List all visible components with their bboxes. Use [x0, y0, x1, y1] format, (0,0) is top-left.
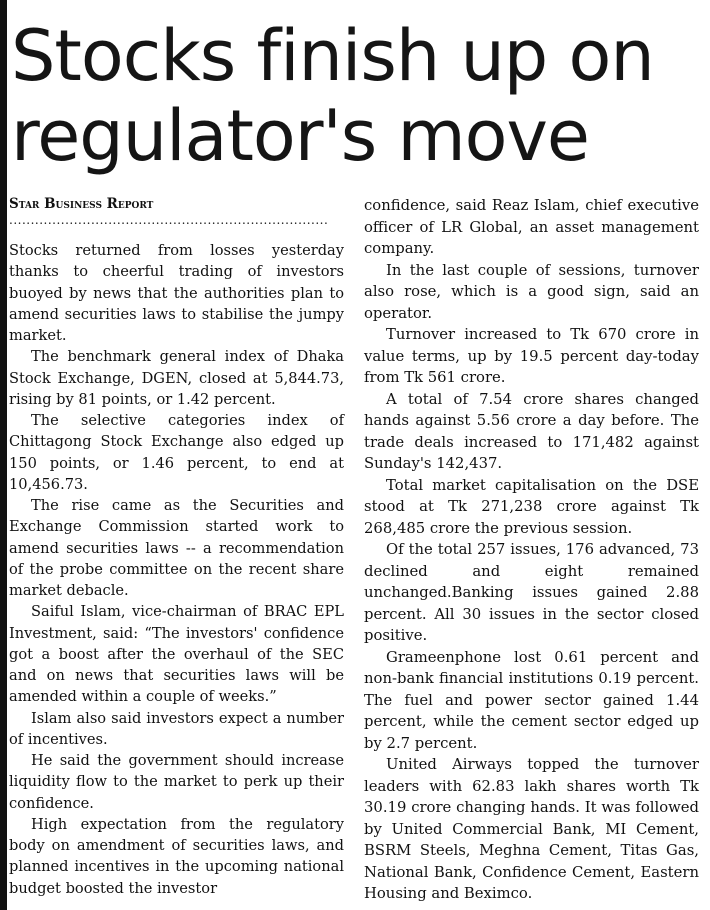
paragraph: A total of 7.54 crore shares changed hands against 5.56 crore a day before. The trade deals increased to 171,482 against Sunday's 142,437.: [364, 390, 699, 472]
paragraph: United Airways topped the turnover leaders with 62.83 lakh shares worth Tk 30.19 crore changing hands. It was followed by United Commercial Bank, MI Cement, BSRM Steels, Meghna Cement, Titas Gas, National Bank, Confidence Cement, Eastern Housing and Beximco.: [364, 756, 699, 902]
headline: Stocks finish up on regulator's move: [11, 15, 654, 177]
paragraph: Islam also said investors expect a number of incentives.: [9, 709, 344, 748]
paragraph: Of the total 257 issues, 176 advanced, 73 declined and eight remained unchanged.Banking issues gained 2.88 percent. All 30 issues in the sector closed positive.: [364, 541, 699, 644]
byline: Star Business Report: [9, 196, 154, 212]
paragraph: Grameenphone lost 0.61 percent and non-bank financial institutions 0.19 percent. The fuel and power sector gained 1.44 percent, while the cement sector edged up by 2.7 percent.: [364, 648, 699, 752]
paragraph: confidence, said Reaz Islam, chief executive officer of LR Global, an asset management company.: [364, 197, 699, 257]
paragraph: The rise came as the Securities and Exchange Commission started work to amend securities laws -- a recommendation of the probe committee on the recent share market debacle.: [9, 497, 344, 599]
paragraph: Turnover increased to Tk 670 crore in value terms, up by 19.5 percent day-today from Tk 561 crore.: [364, 326, 699, 386]
paragraph: Stocks returned from losses yesterday thanks to cheerful trading of investors buoyed by news that the authorities plan to amend securities laws to stabilise the jumpy market.: [9, 242, 344, 344]
byline-separator: ..........................................................................: [9, 213, 329, 227]
article-column-left: [9, 240, 344, 899]
paragraph: Saiful Islam, vice-chairman of BRAC EPL Investment, said: “The investors' confidence got a boost after the overhaul of the SEC and on news that securities laws will be amended within a couple of weeks.”: [9, 603, 344, 706]
paragraph: He said the government should increase liquidity flow to the market to perk up their confidence.: [9, 752, 344, 812]
paragraph: High expectation from the regulatory body on amendment of securities laws, and planned incentives in the upcoming national budget boosted the investor: [9, 815, 344, 897]
article-column-right: [364, 195, 699, 905]
paragraph: Total market capitalisation on the DSE stood at Tk 271,238 crore against Tk 268,485 crore the previous session.: [364, 476, 699, 537]
paragraph: In the last couple of sessions, turnover also rose, which is a good sign, said an operator.: [364, 261, 699, 322]
paragraph: The selective categories index of Chittagong Stock Exchange also edged up 150 points, or 1.46 percent, to end at 10,456.73.: [9, 412, 344, 493]
paragraph: The benchmark general index of Dhaka Stock Exchange, DGEN, closed at 5,844.73, rising by 81 points, or 1.42 percent.: [9, 348, 344, 408]
page-edge-bar: [0, 0, 7, 910]
